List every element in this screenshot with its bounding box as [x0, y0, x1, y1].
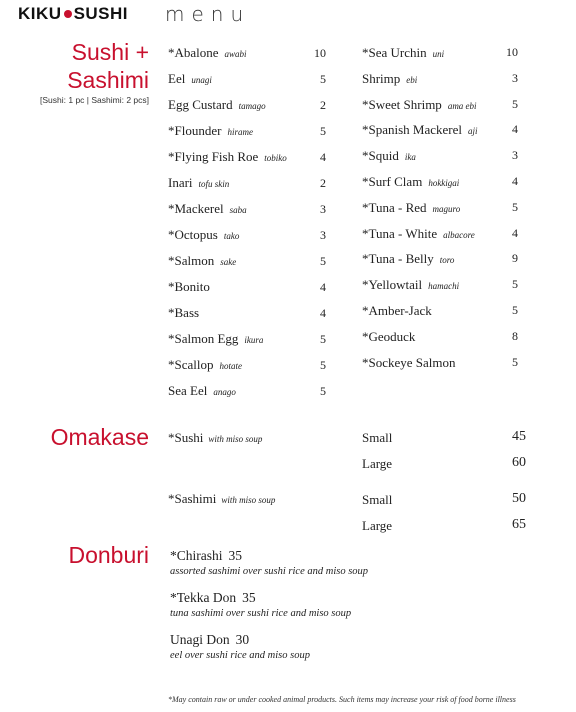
sushi-prices-right — [498, 40, 518, 375]
menu-item-price: 5 — [512, 277, 518, 292]
menu-item-name: Eel — [168, 71, 186, 86]
menu-item — [168, 118, 287, 144]
menu-item — [168, 40, 287, 66]
omakase-sashimi-small-price: 50 — [512, 491, 526, 506]
menu-item-price: 5 — [320, 124, 326, 138]
omakase-sashimi-large-price: 65 — [512, 517, 526, 532]
omakase-sashimi-large: Large — [362, 518, 393, 533]
donburi-tekka-desc: tuna sashimi over sushi rice and miso soup — [170, 608, 352, 619]
menu-item-price: 5 — [512, 302, 518, 317]
menu-item-price: 9 — [512, 251, 518, 266]
menu-item-name: *Sockeye Salmon — [362, 354, 456, 370]
menu-item — [168, 274, 287, 300]
menu-item-japanese-name: ebi — [406, 74, 418, 85]
sushi-title-line1: Sushi + — [71, 39, 149, 65]
donburi-item-name — [170, 632, 249, 648]
menu-item-name: *Flying Fish Roe — [168, 149, 259, 164]
menu-item-price: 4 — [320, 150, 326, 164]
menu-item — [168, 196, 287, 222]
menu-item-japanese-name: hokkigai — [428, 177, 460, 188]
menu-item-japanese-name: tamago — [238, 101, 266, 111]
menu-item-name: *Surf Clam — [362, 173, 423, 189]
menu-item-japanese-name: albacore — [443, 229, 475, 240]
menu-item — [362, 66, 478, 92]
menu-item — [168, 378, 287, 404]
omakase-sushi-small: Small — [362, 430, 393, 445]
omakase-sushi-name: *Sushi — [168, 430, 204, 445]
menu-item-japanese-name: maguro — [432, 203, 461, 214]
omakase-sushi-large: Large — [362, 456, 393, 471]
menu-item — [362, 117, 478, 143]
menu-item-japanese-name: tobiko — [264, 153, 287, 163]
brand-logo — [18, 4, 128, 24]
omakase-sushi-large-price: 60 — [512, 455, 526, 470]
menu-item-name: *Geoduck — [362, 328, 416, 344]
menu-item-price: 4 — [320, 280, 326, 294]
menu-item-price: 5 — [320, 72, 326, 86]
sushi-prices-left — [306, 40, 326, 404]
omakase-sashimi — [168, 491, 275, 507]
menu-item — [362, 246, 478, 272]
donburi-chirashi-price: 35 — [228, 548, 242, 563]
menu-item-japanese-name: uni — [432, 49, 445, 59]
menu-item-price: 4 — [512, 225, 518, 240]
donburi-item-name — [170, 548, 242, 564]
menu-item-name: *Sea Urchin — [362, 45, 427, 60]
menu-item-japanese-name: hotate — [219, 361, 242, 371]
menu-item-name: Egg Custard — [168, 97, 233, 112]
sushi-list-right — [362, 40, 478, 375]
menu-item-price: 5 — [320, 254, 326, 268]
menu-item-price: 5 — [512, 199, 518, 214]
menu-item-price: 10 — [314, 46, 326, 60]
menu-item — [168, 248, 287, 274]
menu-item-name: *Tuna - Red — [362, 199, 427, 215]
menu-item-name: *Spanish Mackerel — [362, 122, 463, 138]
menu-item-price: 10 — [506, 45, 518, 59]
menu-item-name: *Mackerel — [168, 201, 224, 216]
menu-item — [168, 92, 287, 118]
menu-item-price: 3 — [320, 228, 326, 242]
menu-item-price: 4 — [512, 173, 518, 188]
menu-item-name: Inari — [168, 175, 193, 190]
menu-item — [362, 221, 478, 247]
donburi-section-title: Donburi — [68, 542, 149, 568]
menu-item-name: *Salmon — [168, 253, 215, 268]
omakase-sushi — [168, 430, 262, 446]
donburi-unagi-desc: eel over sushi rice and miso soup — [170, 650, 310, 661]
menu-item — [362, 40, 478, 66]
menu-heading: menu — [165, 2, 251, 26]
donburi-unagi-price: 30 — [235, 632, 250, 647]
menu-item-name: *Squid — [362, 148, 399, 164]
menu-item-name: *Octopus — [168, 227, 218, 242]
menu-item — [362, 324, 478, 350]
menu-item — [362, 169, 478, 195]
menu-item-name: *Yellowtail — [362, 277, 423, 293]
omakase-section-title: Omakase — [50, 424, 149, 450]
omakase-sashimi-small: Small — [362, 492, 393, 507]
menu-item-price: 5 — [512, 354, 518, 369]
menu-item-name: *Flounder — [168, 123, 222, 138]
menu-item-japanese-name: sake — [220, 257, 237, 267]
menu-item-name: Shrimp — [362, 70, 401, 86]
menu-item-name: *Scallop — [168, 357, 214, 372]
menu-item-price: 3 — [320, 202, 326, 216]
menu-item-name: Sea Eel — [168, 383, 208, 398]
menu-item-japanese-name: unagi — [191, 75, 212, 85]
menu-item — [362, 195, 478, 221]
menu-item-japanese-name: awabi — [224, 49, 247, 59]
menu-item-price: 2 — [320, 98, 326, 112]
sushi-title-line2: Sashimi — [67, 67, 149, 93]
donburi-tekka-price: 35 — [242, 590, 256, 605]
menu-item-price: 5 — [512, 96, 518, 111]
menu-item — [168, 66, 287, 92]
menu-item — [168, 300, 287, 326]
menu-item — [168, 326, 287, 352]
menu-item-name: *Bass — [168, 305, 200, 320]
menu-item-name: *Amber-Jack — [362, 302, 432, 318]
menu-item-japanese-name: hirame — [227, 127, 253, 137]
omakase-sushi-small-price: 45 — [512, 429, 526, 444]
menu-item-japanese-name: tako — [223, 231, 240, 241]
brand-left: KIKU — [18, 4, 62, 23]
donburi-tekka-name: *Tekka Don — [170, 590, 237, 605]
menu-item-japanese-name: toro — [439, 255, 455, 266]
menu-item-price: 8 — [512, 328, 518, 343]
omakase-sushi-note: with miso soup — [208, 434, 263, 444]
menu-item-price: 4 — [320, 306, 326, 320]
raw-food-footnote: *May contain raw or under cooked animal products. Such items may increase your risk of food borne illness — [168, 695, 516, 704]
menu-item — [362, 298, 478, 324]
menu-item-japanese-name: ika — [404, 152, 416, 163]
menu-item — [168, 170, 287, 196]
sushi-list-left — [168, 40, 287, 404]
menu-item-name: *Abalone — [168, 45, 219, 60]
brand-dot — [64, 10, 72, 18]
menu-item-name: *Tuna - Belly — [362, 251, 434, 267]
sushi-piece-note: [Sushi: 1 pc | Sashimi: 2 pcs] — [40, 95, 149, 105]
menu-item-japanese-name: ama ebi — [447, 100, 477, 111]
menu-item — [362, 272, 478, 298]
menu-item-japanese-name: tofu skin — [198, 179, 230, 189]
menu-item — [362, 350, 478, 376]
menu-item-name: *Sweet Shrimp — [362, 96, 442, 112]
donburi-chirashi-name: *Chirashi — [170, 548, 223, 563]
donburi-item-name — [170, 590, 256, 606]
menu-item — [362, 143, 478, 169]
menu-item-japanese-name: saba — [229, 205, 247, 215]
menu-item — [168, 222, 287, 248]
menu-item-japanese-name: aji — [468, 126, 478, 137]
menu-item-price: 2 — [320, 176, 326, 190]
menu-item — [168, 352, 287, 378]
menu-item — [168, 144, 287, 170]
menu-item — [362, 92, 478, 118]
menu-item-name: *Bonito — [168, 279, 210, 294]
menu-item-japanese-name: anago — [213, 387, 236, 397]
menu-item-price: 3 — [512, 148, 518, 163]
omakase-sashimi-name: *Sashimi — [168, 491, 217, 506]
sushi-section-title — [19, 38, 149, 94]
menu-item-price: 5 — [320, 384, 326, 398]
omakase-sashimi-note: with miso soup — [221, 495, 276, 505]
menu-item-japanese-name: hamachi — [428, 281, 460, 292]
brand-right: SUSHI — [73, 4, 129, 23]
menu-item-name: *Tuna - White — [362, 225, 438, 241]
menu-item-price: 5 — [320, 358, 326, 372]
donburi-unagi-name: Unagi Don — [170, 632, 230, 647]
menu-item-price: 5 — [320, 332, 326, 346]
menu-item-price: 3 — [512, 70, 518, 85]
menu-item-name: *Salmon Egg — [168, 331, 239, 346]
menu-item-price: 4 — [512, 122, 518, 137]
donburi-chirashi-desc: assorted sashimi over sushi rice and miso soup — [170, 566, 369, 577]
menu-item-japanese-name: ikura — [244, 335, 264, 345]
